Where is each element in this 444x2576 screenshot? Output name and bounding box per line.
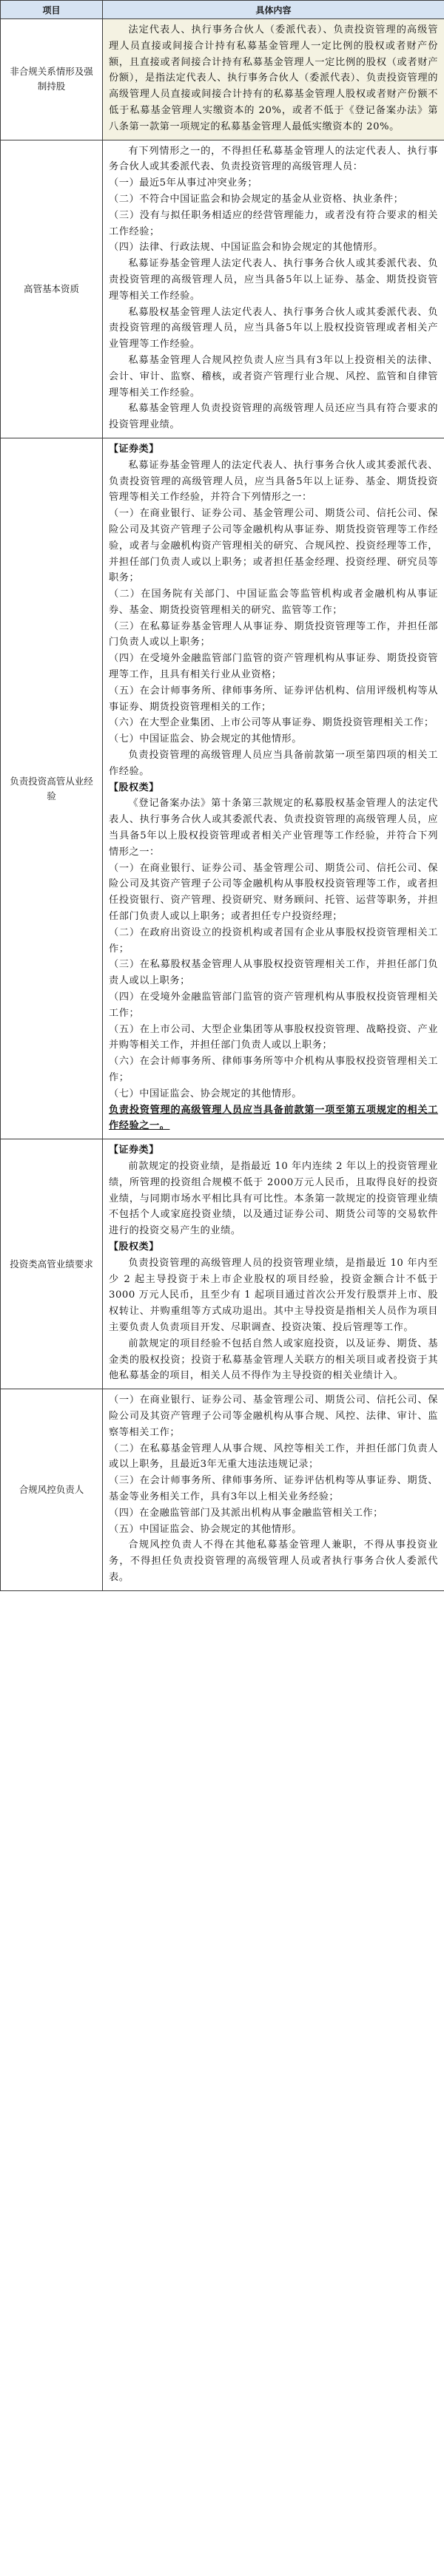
content-paragraph: （三）在私募股权基金管理人从事股权投资管理相关工作，并担任部门负责人或以上职务； bbox=[109, 959, 438, 987]
content-paragraph: 负责投资管理的高级管理人员应当具备前款第一项至第四项的相关工作经验。 bbox=[109, 750, 438, 777]
content-paragraph: （六）在大型企业集团、上市公司等从事证券、期货投资管理相关工作； bbox=[109, 717, 434, 729]
content-paragraph: 私募股权基金管理人法定代表人、执行事务合伙人或其委派代表、负责投资管理的高级管理人员，应当具备5年以上股权投资管理或者相关产业管理等工作经验。 bbox=[109, 306, 438, 350]
content-paragraph: （四）法律、行政法规、中国证监会和协会规定的其他情形。 bbox=[109, 242, 383, 254]
content-paragraph: 法定代表人、执行事务合伙人（委派代表）、负责投资管理的高级管理人员直接或间接合计持有私募基金管理人一定比例的股权或者财产份额，且直接或者间接合计持有私募基金管理人一定比例的股权（或者财产份额），是指法定代表人、执行事务合伙人（委派代表）、负责投资管理的高级管理人员直接或间接合计持有的私募基金管理人股权或者财产份额不低于私募基金管理人实缴资本的 20%，或者不低于《登记备案办法》第八条第一款第一项规定的私募基金管理人最低实缴资本的 20%。 bbox=[109, 24, 438, 132]
section-tag: 【股权类】 bbox=[109, 782, 159, 793]
content-paragraph: 有下列情形之一的，不得担任私募基金管理人的法定代表人、执行事务合伙人或其委派代表、负责投资管理的高级管理人员： bbox=[109, 145, 438, 173]
row-item-label: 投资类高管业绩要求 bbox=[1, 1139, 103, 1389]
header-content: 具体内容 bbox=[103, 1, 444, 19]
table-body bbox=[1, 19, 444, 1591]
row-content bbox=[103, 1389, 444, 1591]
content-paragraph: 私募基金管理人合规风控负责人应当具有3年以上投资相关的法律、会计、审计、监察、稽核，或者资产管理行业合规、风控、监管和自律管理等相关工作经验。 bbox=[109, 354, 438, 399]
section-tag: 【证券类】 bbox=[109, 443, 159, 455]
table-row bbox=[1, 438, 444, 1139]
content-paragraph: （三）在会计师事务所、律师事务所、证券评估机构等从事证券、期货、基金等业务相关工作，具有3年以上相关业务经验； bbox=[109, 1475, 438, 1502]
section-tag: 【证券类】 bbox=[109, 1145, 159, 1156]
content-paragraph: （一）最近5年从事过冲突业务； bbox=[109, 177, 258, 189]
content-paragraph: （一）在商业银行、证券公司、基金管理公司、期货公司、信托公司、保险公司及其资产管理子公司等金融机构从事证券、期货投资管理等工作经验，或者与金融机构资产管理相关的研究、合规风控、投资经理等工作，并担任部门负责人或以上职务；或者担任基金经理、投资经理、研究员等职务； bbox=[109, 508, 438, 584]
row-item-label: 合规风控负责人 bbox=[1, 1389, 103, 1591]
row-item-label: 高管基本资质 bbox=[1, 140, 103, 438]
content-paragraph: （四）在受境外金融监管部门监管的资产管理机构从事证券、期货投资管理等工作，且具有相关行业从业资格； bbox=[109, 653, 438, 681]
content-paragraph: （二）不符合中国证监会和协会规定的基金从业资格、执业条件； bbox=[109, 193, 404, 205]
content-paragraph: （五）在会计师事务所、律师事务所、证券评估机构、信用评级机构等从事证券、期货投资管理相关的工作； bbox=[109, 685, 438, 713]
row-item-label: 负责投资高管从业经验 bbox=[1, 438, 103, 1139]
content-paragraph: （三）在私募证券基金管理人从事证券、期货投资管理等工作，并担任部门负责人或以上职务； bbox=[109, 620, 438, 648]
table-row bbox=[1, 1139, 444, 1389]
header-row bbox=[1, 1, 444, 19]
content-paragraph: 前款规定的投资业绩，是指最近 10 年内连续 2 年以上的投资管理业绩，所管理的投资组合规模不低于 2000万元人民币，且取得良好的投资业绩，与同期市场水平相比具有可比性。本条第一款规定的投资管理业绩不包括个人或家庭投资业绩，以及通过证券公司、期货公司等的交易软件进行的投资交易产生的业绩。 bbox=[109, 1160, 438, 1237]
table-row bbox=[1, 19, 444, 140]
content-paragraph: （五）在上市公司、大型企业集团等从事股权投资管理、战略投资、产业并购等相关工作，并担任部门负责人或以上职务； bbox=[109, 1023, 438, 1051]
header-item: 项目 bbox=[1, 1, 103, 19]
content-paragraph: 合规风控负责人不得在其他私募基金管理人兼职，不得从事投资业务，不得担任负责投资管理的高级管理人员或者执行事务合伙人委派代表。 bbox=[109, 1539, 438, 1583]
content-paragraph: （七）中国证监会、协会规定的其他情形。 bbox=[109, 1088, 303, 1099]
content-paragraph: （二）在私募基金管理人从事合规、风控等相关工作，并担任部门负责人或以上职务，且最近3年无重大违法违规记录； bbox=[109, 1443, 438, 1471]
content-paragraph: 私募证券基金管理人的法定代表人、执行事务合伙人或其委派代表、负责投资管理的高级管理人员，应当具备5年以上证券、基金、期货投资管理等相关工作经验，并符合下列情形之一： bbox=[109, 459, 438, 504]
content-paragraph: （三）没有与拟任职务相适应的经营管理能力，或者没有符合要求的相关工作经验； bbox=[109, 209, 438, 237]
row-content bbox=[103, 19, 444, 140]
content-paragraph: 《登记备案办法》第十条第三款规定的私募股权基金管理人的法定代表人、执行事务合伙人或其委派代表、负责投资管理的高级管理人员，应当具备5年以上股权投资管理或者相关产业管理等工作经验，并符合下列情形之一： bbox=[109, 798, 438, 858]
table-row bbox=[1, 1389, 444, 1591]
row-content bbox=[103, 140, 444, 438]
content-paragraph: （四）在受境外金融监管部门监管的资产管理机构从事股权投资管理相关工作； bbox=[109, 992, 438, 1019]
table-row bbox=[1, 140, 444, 438]
content-paragraph: 负责投资管理的高级管理人员的投资管理业绩，是指最近 10 年内至少 2 起主导投资于未上市企业股权的项目经验，投资金额合计不低于 3000 万元人民币，且至少有 1 起项目通过首次公开发行股票并上市、股权转让、并购重组等方式成功退出。其中主导投资是指相关人员作为项目主要负责人负责项目开发、尽职调查、投资决策、投后管理等工作。 bbox=[109, 1257, 438, 1333]
content-paragraph: 负责投资管理的高级管理人员应当具备前款第一项至第五项规定的相关工作经验之一。 bbox=[109, 1104, 438, 1132]
content-paragraph: 私募证券基金管理人法定代表人、执行事务合伙人或其委派代表、负责投资管理的高级管理人员，应当具备5年以上证券、基金、期货投资管理等相关工作经验。 bbox=[109, 258, 438, 302]
content-paragraph: 前款规定的项目经验不包括自然人或家庭投资，以及证券、期货、基金类的股权投资；投资于私募基金管理人关联方的相关项目或者投资于其他私募基金的项目，相关人员不得作为主导投资的相关业绩计入。 bbox=[109, 1338, 438, 1382]
row-item-label: 非合规关系情形及强制持股 bbox=[1, 19, 103, 140]
content-paragraph: 私募基金管理人负责投资管理的高级管理人员还应当具有符合要求的投资管理业绩。 bbox=[109, 403, 438, 431]
section-tag: 【股权类】 bbox=[109, 1241, 159, 1253]
row-content bbox=[103, 1139, 444, 1389]
content-paragraph: （一）在商业银行、证券公司、基金管理公司、期货公司、信托公司、保险公司及其资产管理子公司等金融机构从事股权投资管理等工作，或者担任投资银行、资产管理、投资研究、财务顾问、托管、运营等职务，并担任部门负责人或以上职务；或者担任专户投资经理； bbox=[109, 862, 438, 923]
content-paragraph: （二）在政府出资设立的投资机构或者国有企业从事股权投资管理相关工作； bbox=[109, 926, 438, 955]
content-paragraph: （七）中国证监会、协会规定的其他情形。 bbox=[109, 733, 303, 745]
content-paragraph: （二）在国务院有关部门、中国证监会等监管机构或者金融机构从事证券、基金、期货投资管理相关的研究、监管等工作； bbox=[109, 589, 438, 616]
content-paragraph: （六）在会计师事务所、律师事务所等中介机构从事股权投资管理相关工作； bbox=[109, 1056, 438, 1083]
content-paragraph: （一）在商业银行、证券公司、基金管理公司、期货公司、信托公司、保险公司及其资产管理子公司等金融机构从事合规、风控、法律、审计、监察等相关工作； bbox=[109, 1394, 438, 1438]
content-paragraph: （五）中国证监会、协会规定的其他情形。 bbox=[109, 1523, 303, 1535]
row-content bbox=[103, 438, 444, 1139]
content-paragraph: （四）在金融监管部门及其派出机构从事金融监管相关工作； bbox=[109, 1507, 383, 1519]
